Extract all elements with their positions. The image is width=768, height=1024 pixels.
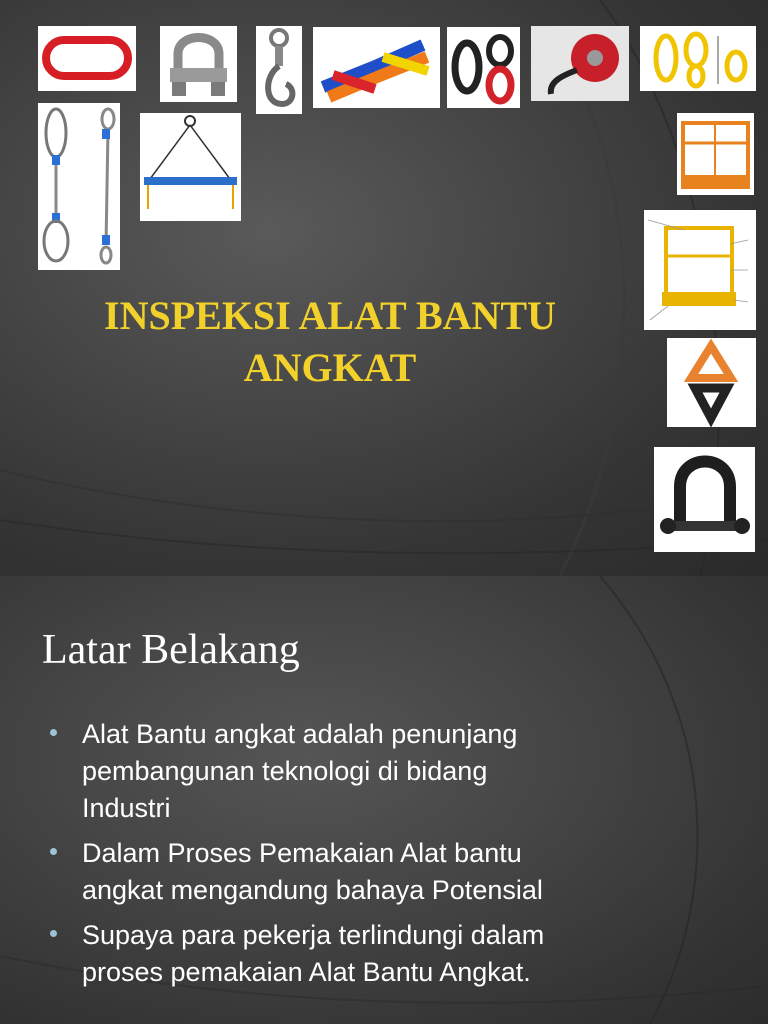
title-line-2: ANGKAT [243,345,417,390]
work-platform-icon [644,210,756,330]
bullet-line: Supaya para pekerja terlindungi dalam [82,920,545,950]
bullet-list [44,716,664,999]
list-item [44,835,664,909]
bullet-dot-icon [50,729,57,736]
swivel-icon [447,27,520,108]
bullet-line: Alat Bantu angkat adalah penunjang [82,719,518,749]
shackle-icon [654,447,755,552]
bullet-line: Industri [82,793,171,823]
lifting-cage-icon [677,113,754,195]
title-line-1: INSPEKSI ALAT BANTU [104,293,556,338]
wire-rope-clip-icon [160,26,237,102]
chain-link-icon [640,26,756,91]
master-link-icon [38,26,136,91]
snatch-block-icon [531,26,629,101]
bullet-line: angkat mengandung bahaya Potensial [82,875,543,905]
section-heading: Latar Belakang [42,627,300,673]
swivel-hook-icon [256,26,302,114]
list-item [44,716,664,827]
slide-title [40,290,620,394]
bullet-dot-icon [50,930,57,937]
bullet-line: proses pemakaian Alat Bantu Angkat. [82,957,531,987]
spreader-beam-icon [140,113,241,221]
wire-rope-sling-icon [38,103,120,270]
bullet-line: pembangunan teknologi di bidang [82,756,488,786]
bullet-dot-icon [50,848,57,855]
webbing-sling-icon [313,27,440,108]
list-item [44,917,664,991]
bullet-line: Dalam Proses Pemakaian Alat bantu [82,838,522,868]
swivel-eye-icon [667,338,756,427]
